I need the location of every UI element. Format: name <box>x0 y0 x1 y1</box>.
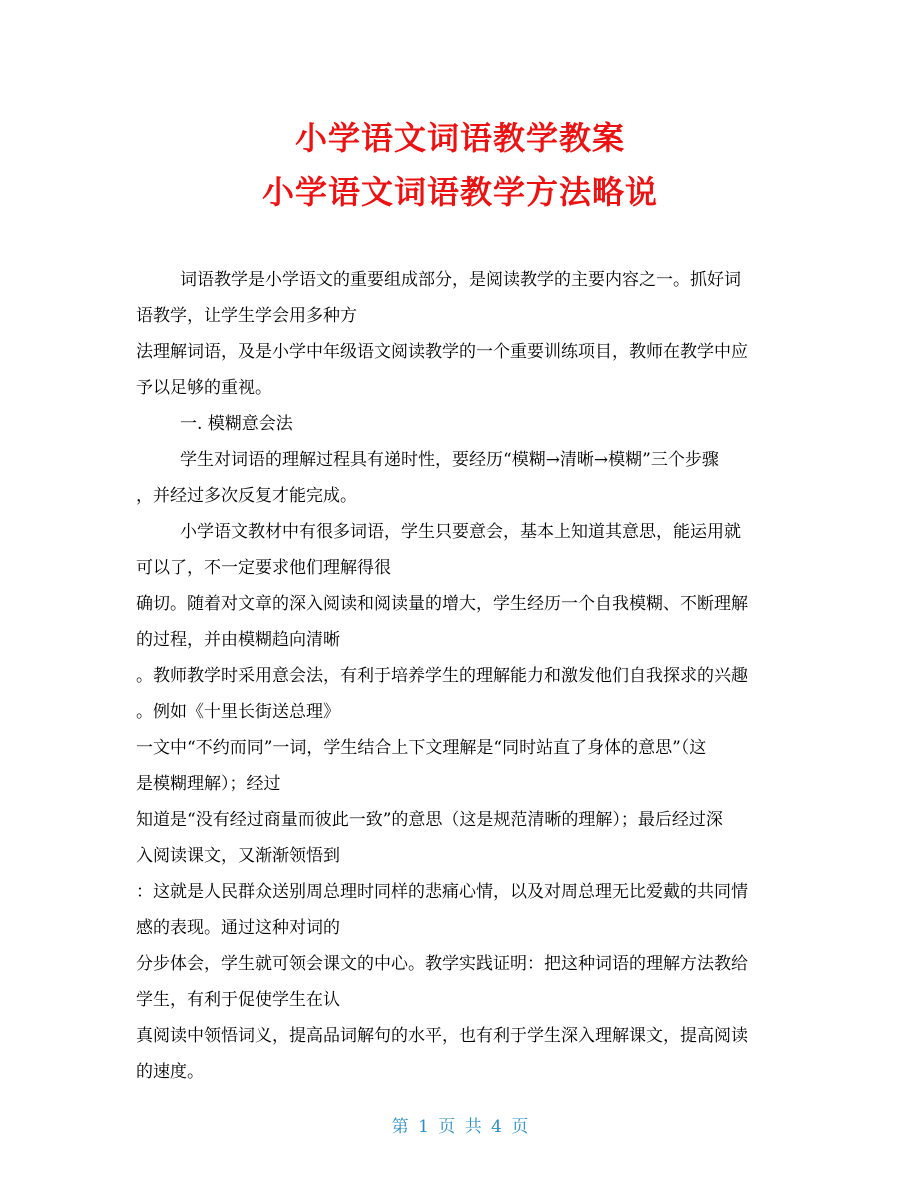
text-line: 小学语文教材中有很多词语，学生只要意会，基本上知道其意思，能运用就 <box>180 522 741 542</box>
text-line: 一. 模糊意会法 <box>180 414 293 434</box>
text-line: 。教师教学时采用意会法，有利于培养学生的理解能力和激发他们自我探求的兴趣 <box>136 666 748 686</box>
body-text <box>136 262 786 1090</box>
text-line: 入阅读课文，又渐渐领悟到 <box>136 846 340 866</box>
text-line: 学生，有利于促使学生在认 <box>136 990 340 1010</box>
page-number: 第 1 页 共 4 页 <box>391 1117 529 1137</box>
text-line: 一文中“不约而同”一词，学生结合上下文理解是“同时站直了身体的意思”（这 <box>136 738 707 758</box>
text-line: 语教学，让学生学会用多种方 <box>136 306 357 326</box>
text-line: 感的表现。通过这种对词的 <box>136 918 340 938</box>
page-title: 小学语文词语教学教案 <box>294 119 625 157</box>
text-line: 的速度。 <box>136 1062 204 1082</box>
text-line: 的过程，并由模糊趋向清晰 <box>136 630 340 650</box>
text-line: 。例如《十里长街送总理》 <box>136 702 340 722</box>
text-line: 分步体会，学生就可领会课文的中心。教学实践证明：把这种词语的理解方法教给 <box>136 954 748 974</box>
text-line: ，并经过多次反复才能完成。 <box>136 486 357 506</box>
text-line: 词语教学是小学语文的重要组成部分，是阅读教学的主要内容之一。抓好词 <box>180 270 741 290</box>
text-line: 确切。随着对文章的深入阅读和阅读量的增大，学生经历一个自我模糊、不断理解 <box>136 594 748 614</box>
text-line: 真阅读中领悟词义，提高品词解句的水平，也有利于学生深入理解课文，提高阅读 <box>136 1026 748 1046</box>
text-line: 是模糊理解）；经过 <box>136 774 281 794</box>
text-line: 予以足够的重视。 <box>136 378 272 398</box>
text-line: ：这就是人民群众送别周总理时同样的悲痛心情，以及对周总理无比爱戴的共同情 <box>136 882 748 902</box>
text-line: 学生对词语的理解过程具有递时性，要经历“模糊→清晰→模糊”三个步骤 <box>180 450 719 470</box>
text-line: 法理解词语，及是小学中年级语文阅读教学的一个重要训练项目，教师在教学中应 <box>136 342 748 362</box>
text-line: 可以了，不一定要求他们理解得很 <box>136 558 391 578</box>
text-line: 知道是“没有经过商量而彼此一致”的意思（这是规范清晰的理解）；最后经过深 <box>136 810 723 830</box>
page-subtitle: 小学语文词语教学方法略说 <box>261 173 658 211</box>
